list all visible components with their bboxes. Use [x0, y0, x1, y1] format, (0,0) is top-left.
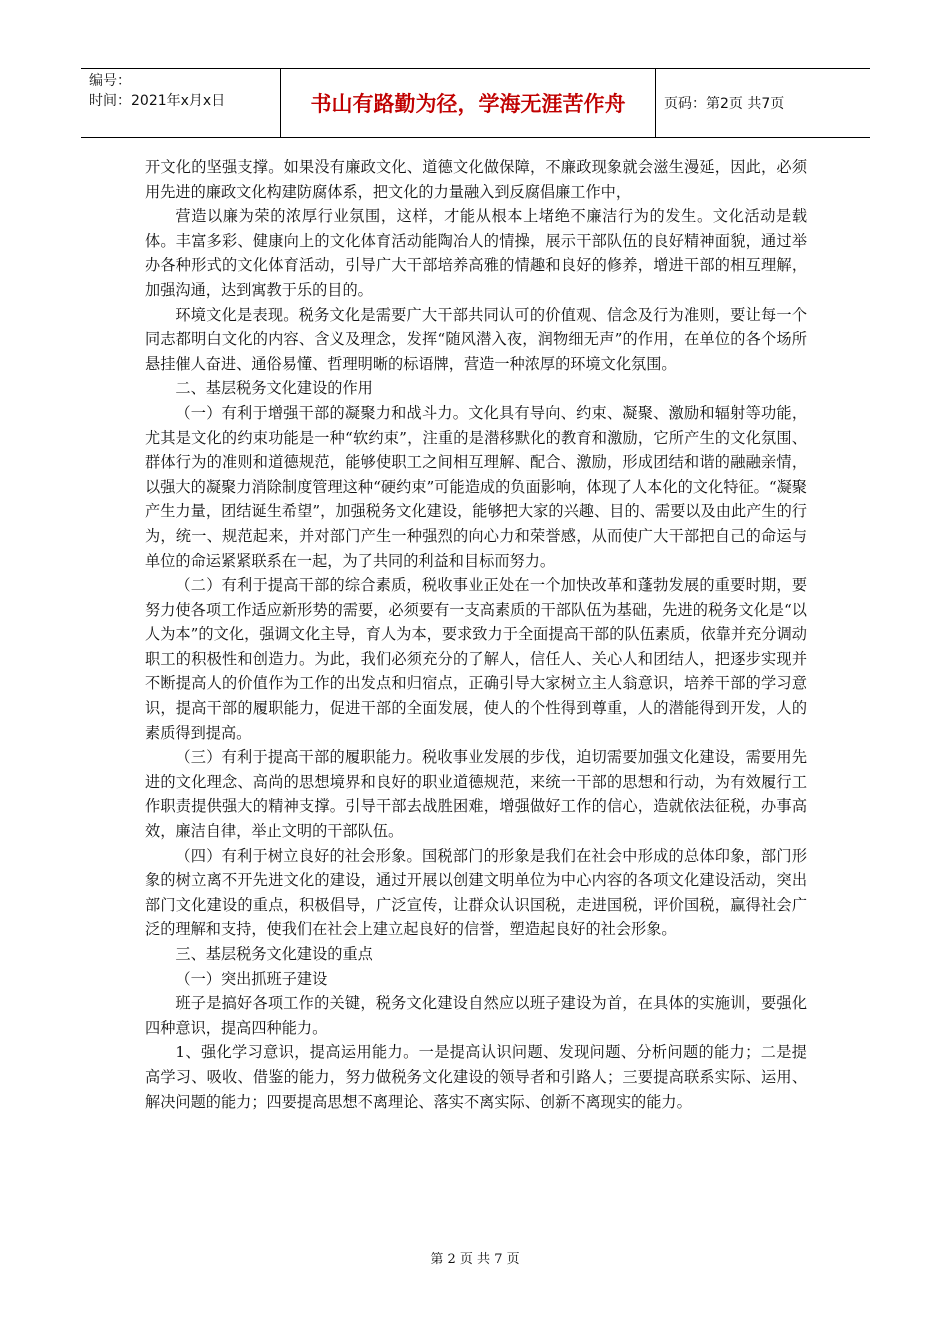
- subsection-heading: （一）突出抓班子建设: [175, 969, 328, 988]
- body-paragraph: （四）有利于树立良好的社会形象。国税部门的形象是我们在社会中形成的总体印象，部门形象的树立离不开先进文化的建设，通过开展以创建文明单位为中心内容的各项文化建设活动，突出部门文化建设的重点，积极倡导，广泛宣传，让群众认识国税，走进国税，评价国税，赢得社会广泛的理解和支持，使我们在社会上建立起良好的信誉，塑造起良好的社会形象。: [145, 846, 807, 939]
- body-paragraph: 1、强化学习意识，提高运用能力。一是提高认识问题、发现问题、分析问题的能力；二是提高学习、吸收、借鉴的能力，努力做税务文化建设的领导者和引路人；三要提高联系实际、运用、解决问题的能力；四要提高思想不离理论、落实不离实际、创新不离现实的能力。: [145, 1043, 807, 1111]
- body-paragraph: 班子是搞好各项工作的关键，税务文化建设自然应以班子建设为首，在具体的实施训，要强化四种意识，提高四种能力。: [145, 994, 807, 1037]
- document-number-label: 编号：: [89, 73, 131, 89]
- header-page-label: 页码：第2页 共7页: [664, 96, 785, 112]
- header-meta: [81, 69, 281, 137]
- document-body: [145, 155, 807, 1114]
- body-paragraph: （三）有利于提高干部的履职能力。税收事业发展的步伐，迫切需要加强文化建设，需要用先进的文化理念、高尚的思想境界和良好的职业道德规范，来统一干部的思想和行动，为有效履行工作职责提供强大的精神支撑。引导干部去战胜困难，增强做好工作的信心，造就依法征税，办事高效，廉洁自律，举止文明的干部队伍。: [145, 748, 807, 841]
- body-paragraph: 开文化的坚强支撑。如果没有廉政文化、道德文化做保障，不廉政现象就会滋生漫延，因此，必须用先进的廉政文化构建防腐体系，把文化的力量融入到反腐倡廉工作中，: [145, 158, 807, 201]
- body-paragraph: 营造以廉为荣的浓厚行业氛围，这样，才能从根本上堵绝不廉洁行为的发生。文化活动是载体。丰富多彩、健康向上的文化体育活动能陶冶人的情操，展示干部队伍的良好精神面貌，通过举办各种形式的文化体育活动，引导广大干部培养高雅的情趣和良好的修养，增进干部的相互理解，加强沟通，达到寓教于乐的目的。: [145, 207, 807, 299]
- page-footer: 第 2 页 共 7 页: [430, 1252, 520, 1267]
- body-paragraph: （二）有利于提高干部的综合素质，税收事业正处在一个加快改革和蓬勃发展的重要时期，要努力使各项工作适应新形势的需要，必须要有一支高素质的干部队伍为基础，先进的税务文化是“以人为本”的文化，强调文化主导，育人为本，要求致力于全面提高干部的队伍素质，依靠并充分调动职工的积极性和创造力。为此，我们必须充分的了解人，信任人、关心人和团结人，把逐步实现并不断提高人的价值作为工作的出发点和归宿点，正确引导大家树立主人翁意识，培养干部的学习意识，提高干部的履职能力，促进干部的全面发展，使人的个性得到尊重，人的潜能得到开发，人的素质得到提高。: [145, 576, 807, 742]
- body-paragraph: 环境文化是表现。税务文化是需要广大干部共同认可的价值观、信念及行为准则，要让每一个同志都明白文化的内容、含义及理念，发挥“随风潜入夜，润物细无声”的作用，在单位的各个场所悬挂催人奋进、通俗易懂、哲理明晰的标语牌，营造一种浓厚的环境文化氛围。: [145, 305, 807, 373]
- section-heading: 三、基层税务文化建设的重点: [175, 945, 373, 963]
- page-header: [81, 68, 870, 138]
- document-date-label: 时间：2021年x月x日: [89, 93, 226, 109]
- section-heading: 二、基层税务文化建设的作用: [175, 379, 373, 398]
- header-motto: 书山有路勤为径，学海无涯苦作舟: [281, 69, 656, 137]
- body-paragraph: （一）有利于增强干部的凝聚力和战斗力。文化具有导向、约束、凝聚、激励和辐射等功能，尤其是文化的约束功能是一种“软约束”，注重的是潜移默化的教育和激励，它所产生的文化氛围、群体行为的准则和道德规范，能够使职工之间相互理解、配合、激励，形成团结和谐的融融亲情，以强大的凝聚力消除制度管理这种“硬约束”可能造成的负面影响，体现了人本化的文化特征。“凝聚产生力量，团结诞生希望”，加强税务文化建设，能够把大家的兴趣、目的、需要以及由此产生的行为，统一、规范起来，并对部门产生一种强烈的向心力和荣誉感，从而使广大干部把自己的命运与单位的命运紧紧联系在一起，为了共同的利益和目标而努力。: [145, 403, 807, 570]
